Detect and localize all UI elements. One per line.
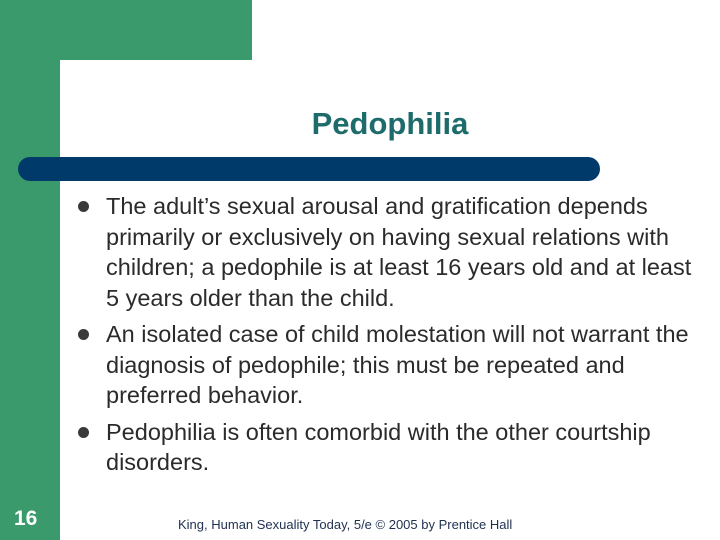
bullet-item-2 (76, 319, 696, 411)
bullet-text-2: An isolated case of child molestation will not warrant the diagnosis of pedophile; this must be repeated and preferred behavior. (106, 321, 689, 408)
bullet-item-1 (76, 191, 696, 313)
title-underline-bar (18, 157, 600, 181)
slide-title: Pedophilia (311, 106, 469, 141)
frame-left-bar (0, 0, 60, 540)
bullet-text-1: The adult’s sexual arousal and gratification depends primarily or exclusively on having sexual relations with children; a pedophile is at least 16 years old and at least 5 years older than the child. (106, 193, 692, 311)
footer-credit: King, Human Sexuality Today, 5/e © 2005 by Prentice Hall (178, 517, 513, 532)
bullet-dot-icon (78, 427, 89, 438)
bullet-dot-icon (78, 201, 89, 212)
bullet-text-3: Pedophilia is often comorbid with the other courtship disorders. (106, 418, 651, 475)
slide-number: 16 (14, 507, 38, 530)
bullet-item-3 (76, 417, 696, 478)
bullet-list (76, 191, 696, 484)
bullet-dot-icon (78, 329, 89, 340)
